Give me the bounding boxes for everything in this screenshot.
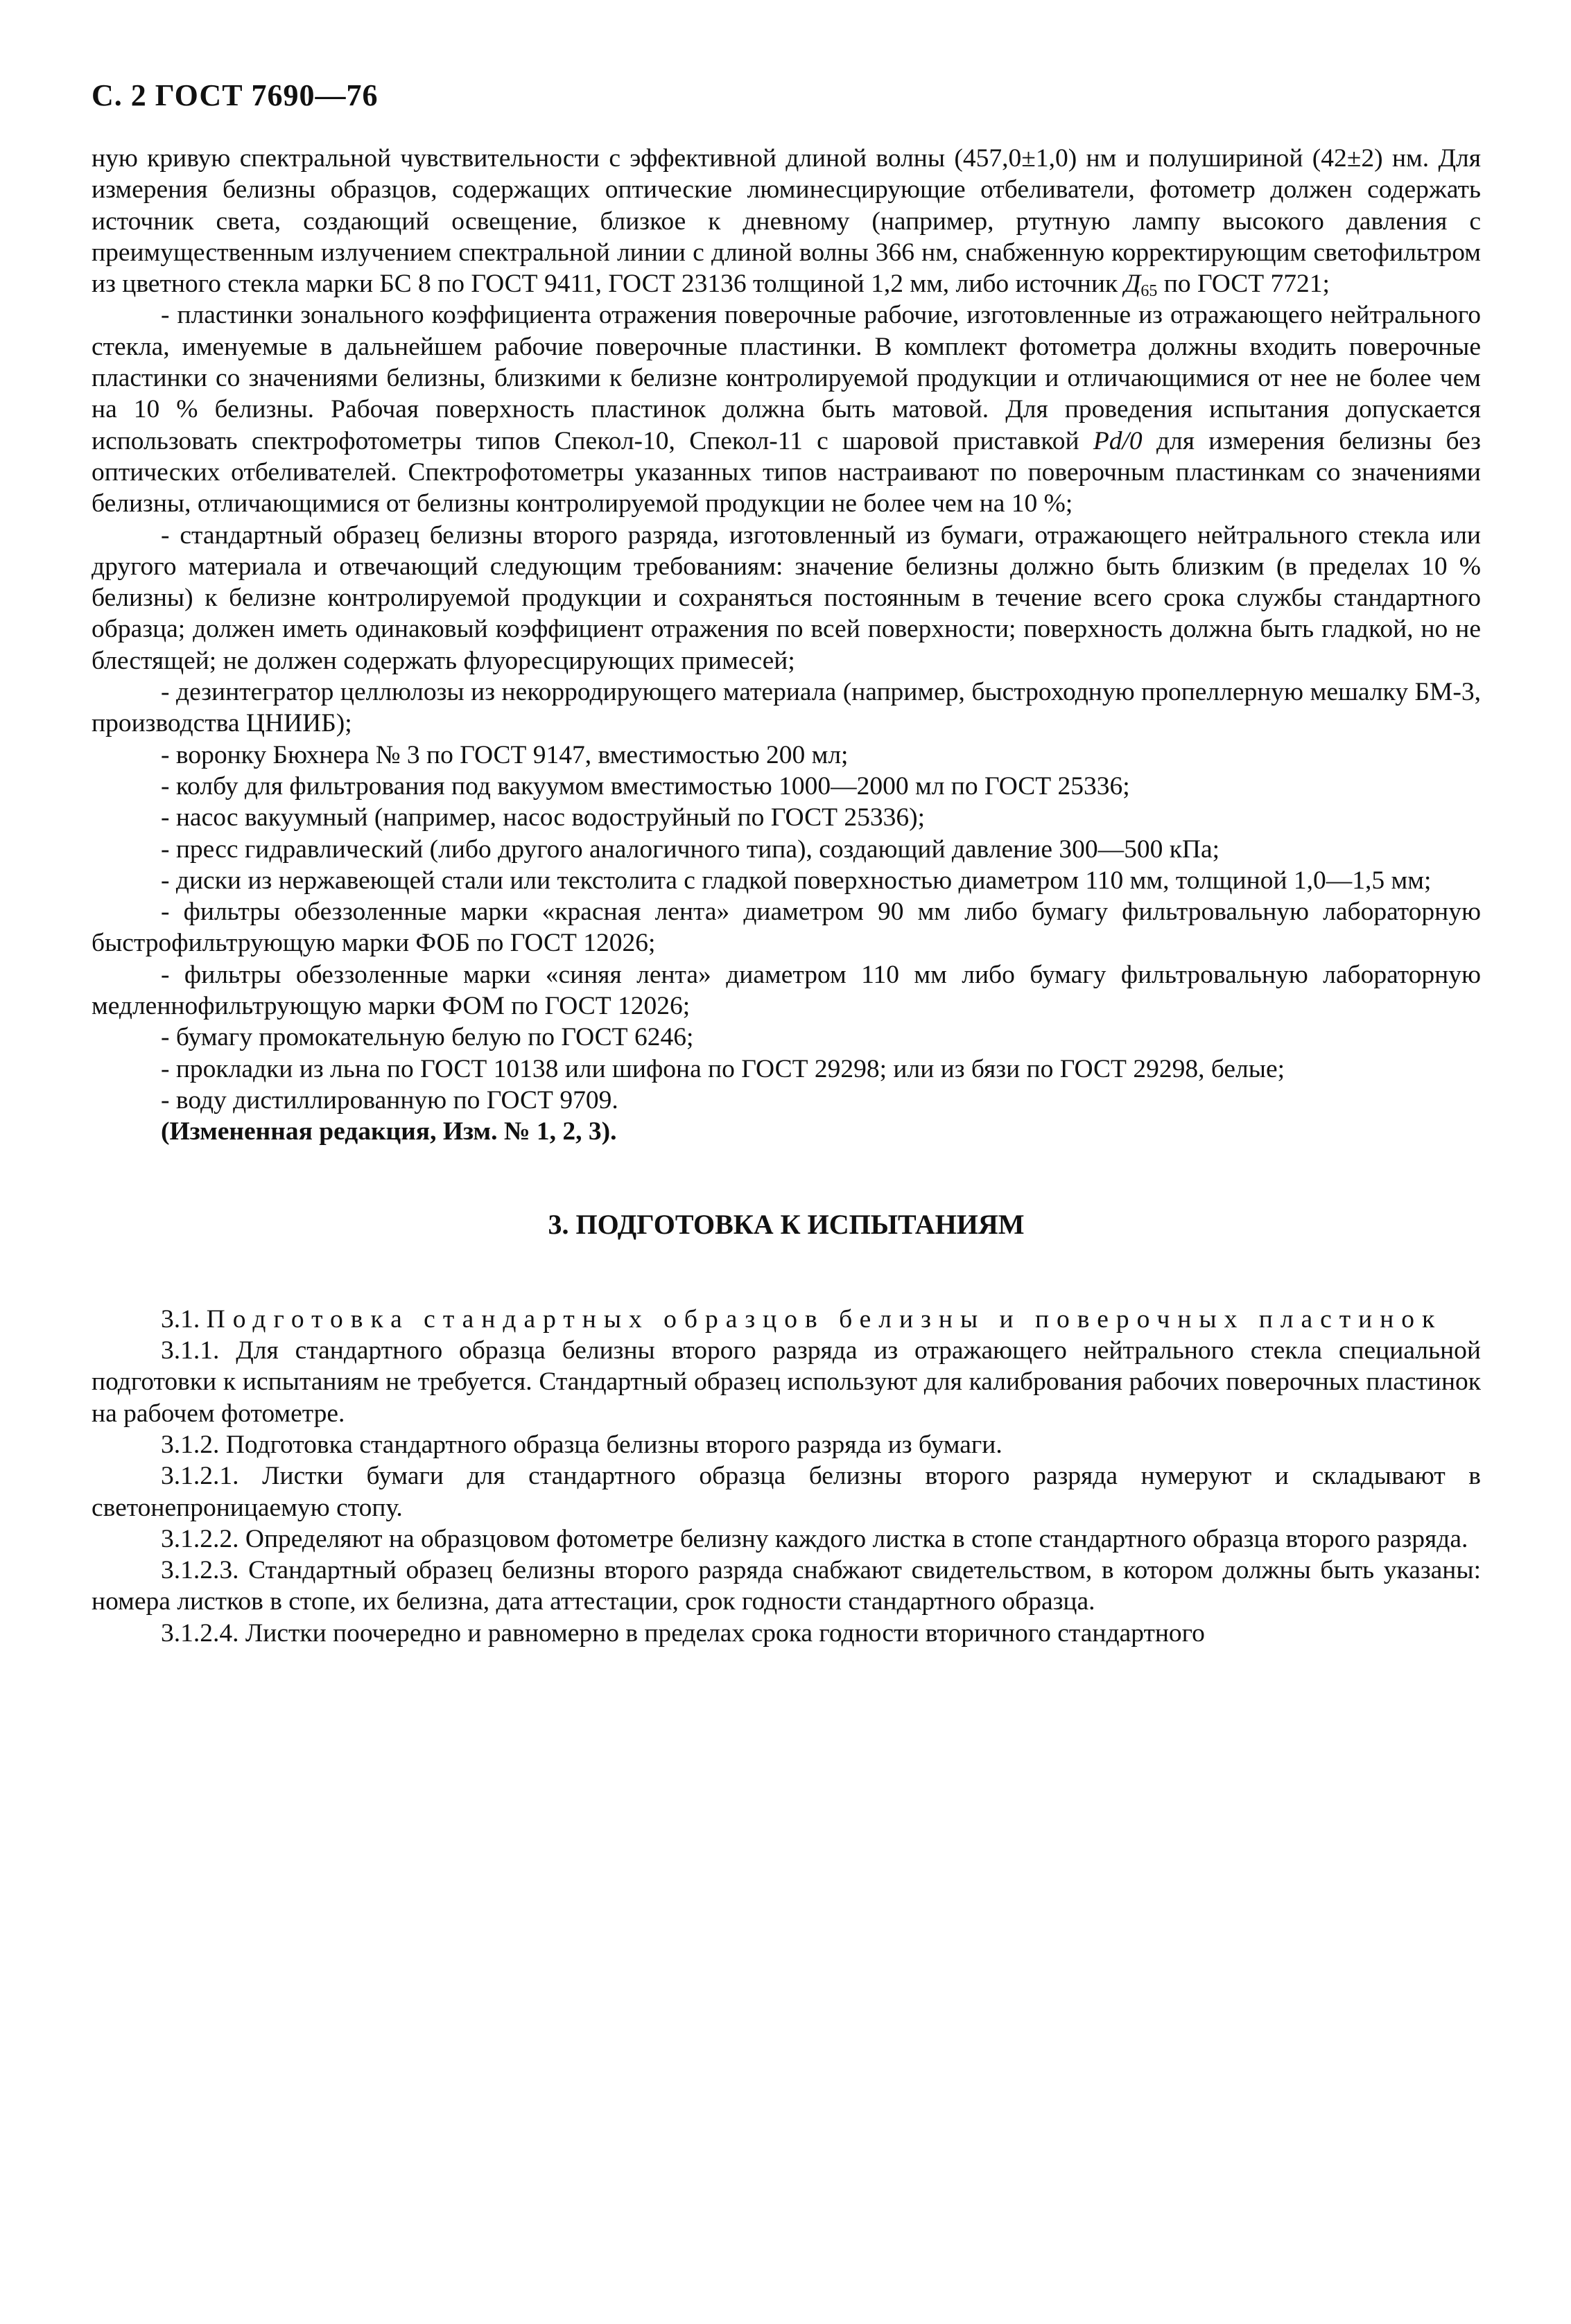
illuminant-subscript: 65 xyxy=(1140,282,1158,301)
list-item: - стандартный образец белизны второго разряда, изготовленный из бумаги, отражающего нейтрального стекла или другого материала и отвечающий следующим требованиям: значение белизны должно быть близким (в пределах 10 % белизны) к белизне контролируемой продукции и сохраняться постоянным в течение всего срока службы стандартного образца; должен иметь одинаковый коэффициент отражения по всей поверхности; поверхность должна быть гладкой, но не блестящей; не должен содержать флуоресцирующих примесей; xyxy=(92,521,1481,675)
clause-paragraph: 3.1.2.2. Определяют на образцовом фотометре белизну каждого листка в стопе стандартного образца второго разряда. xyxy=(161,1524,1468,1553)
plates-text-1: - пластинки зонального коэффициента отражения поверочные рабочие, изготовленные из отражающего нейтрального стекла, именуемые в дальнейшем рабочие поверочные пластинки. В комплект фотометра должны входить поверочные пластинки со значениями белизны, близкими к белизне контролируемой продукции и отличающимися от нее не более чем на 10 % белизны. Рабочая поверхность пластинок должна быть матовой. Для проведения испытания допускается использовать спектрофотометры типов Спекол-10, Спекол-11 с шаровой приставкой xyxy=(92,301,1481,455)
list-item: - насос вакуумный (например, насос водоструйный по ГОСТ 25336); xyxy=(161,803,926,832)
plates-text-2: для измерения белизны без оптических отбеливателей. Спектрофотометры указанных типов настраивают по поверочным пластинкам со значениями белизны, отличающимися от белизны контролируемой продукции не более чем на 10 %; xyxy=(92,426,1481,518)
list-item: - дезинтегратор целлюлозы из некорродирующего материала (например, быстроходную пропеллерную мешалку БМ-3, производства ЦНИИБ); xyxy=(92,678,1481,738)
list-item: - колбу для фильтрования под вакуумом вместимостью 1000—2000 мл по ГОСТ 25336; xyxy=(161,771,1130,801)
section-heading: 3. ПОДГОТОВКА К ИСПЫТАНИЯМ xyxy=(548,1208,1025,1240)
clause-paragraph: 3.1.2. Подготовка стандартного образца белизны второго разряда из бумаги. xyxy=(161,1430,1003,1459)
list-item-plates xyxy=(92,299,1481,519)
document-body xyxy=(92,143,1481,1649)
list-item: - воду дистиллированную по ГОСТ 9709. xyxy=(161,1085,618,1115)
subsection-number: 3.1. xyxy=(161,1304,200,1334)
clause-paragraph: 3.1.2.4. Листки поочередно и равномерно в пределах срока годности вторичного стандартного xyxy=(161,1618,1205,1648)
clause-paragraph: 3.1.2.3. Стандартный образец белизны второго разряда снабжают свидетельством, в котором должны быть указаны: номера листков в стопе, их белизна, дата аттестации, срок годности стандартного образца. xyxy=(92,1556,1481,1616)
intro-tail: по ГОСТ 7721; xyxy=(1157,270,1330,299)
list-item: - фильтры обеззоленные марки «красная лента» диаметром 90 мм либо бумагу фильтровальную лабораторную быстрофильтрующую марки ФОБ по ГОСТ 12026; xyxy=(92,898,1481,958)
plates-italic: Pd/0 xyxy=(1093,426,1143,455)
list-item: - бумагу промокательную белую по ГОСТ 6246; xyxy=(161,1023,694,1052)
list-item: - воронку Бюхнера № 3 по ГОСТ 9147, вместимостью 200 мл; xyxy=(161,740,849,769)
subsection-title: Подготовка стандартных образцов белизны и поверочных пластинок xyxy=(206,1304,1443,1334)
list-item: - пресс гидравлический (либо другого аналогичного типа), создающий давление 300—500 кПа; xyxy=(161,835,1220,864)
list-item: - прокладки из льна по ГОСТ 10138 или шифона по ГОСТ 29298; или из бязи по ГОСТ 29298, белые; xyxy=(161,1054,1285,1083)
illuminant-symbol: Д xyxy=(1124,270,1141,299)
list-item: - диски из нержавеющей стали или текстолита с гладкой поверхностью диаметром 110 мм, толщиной 1,0—1,5 мм; xyxy=(161,866,1432,895)
intro-paragraph xyxy=(92,143,1481,299)
clause-paragraph: 3.1.2.1. Листки бумаги для стандартного образца белизны второго разряда нумеруют и складывают в светонепроницаемую стопу. xyxy=(92,1462,1481,1522)
page-header: С. 2 ГОСТ 7690—76 xyxy=(92,78,379,112)
intro-text: ную кривую спектральной чувствительности с эффективной длиной волны (457,0±1,0) нм и полушириной (42±2) нм. Для измерения белизны образцов, содержащих оптические люминесцирующие отбеливатели, фотометр должен содержать источник света, создающий освещение, близкое к дневному (например, ртутную лампу высокого давления с преимущественным излучением спектральной линии с длиной волны 366 нм, снабженную корректирующим светофильтром из цветного стекла марки БС 8 по ГОСТ 9411, ГОСТ 23136 толщиной 1,2 мм, либо источник xyxy=(92,144,1481,299)
clause-paragraph: 3.1.1. Для стандартного образца белизны второго разряда из отражающего нейтрального стекла специальной подготовки к испытаниям не требуется. Стандартный образец используют для калибрования рабочих поверочных пластинок на рабочем фотометре. xyxy=(92,1336,1481,1428)
amendment-note: (Измененная редакция, Изм. № 1, 2, 3). xyxy=(161,1117,617,1146)
list-item: - фильтры обеззоленные марки «синяя лента» диаметром 110 мм либо бумагу фильтровальную лабораторную медленнофильтрующую марки ФОМ по ГОСТ 12026; xyxy=(92,960,1481,1021)
subsection-heading xyxy=(92,1304,1481,1335)
